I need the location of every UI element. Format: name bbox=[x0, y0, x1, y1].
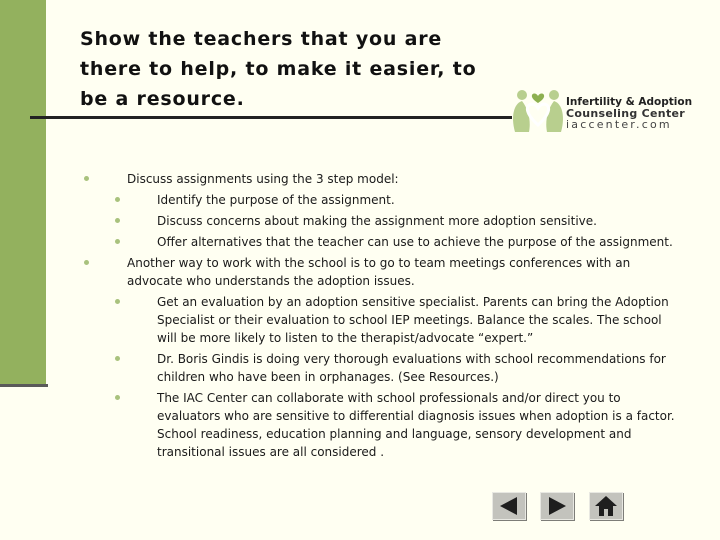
next-slide-button[interactable] bbox=[540, 492, 574, 520]
previous-icon bbox=[493, 493, 525, 519]
logo-line-2: Counseling Center bbox=[566, 107, 685, 120]
sub-item-1-3: Offer alternatives that the teacher can use to achieve the purpose of the assignment. bbox=[157, 235, 673, 249]
iac-logo bbox=[509, 88, 693, 136]
home-icon bbox=[590, 493, 622, 519]
sidebar-accent-edge bbox=[0, 384, 48, 387]
sub-item-2-3: The IAC Center can collaborate with school professionals and/or direct you to evaluators who are sensitive to differential diagnosis issues when adoption is a factor. School readiness, education planning and language, sensory development and transitional issues are all considered . bbox=[157, 391, 675, 459]
bullet-item-2: Another way to work with the school is to go to team meetings conferences with an advocate who understands the adoption issues. bbox=[127, 256, 631, 288]
slide-title bbox=[80, 24, 500, 114]
logo-line-3: iaccenter.com bbox=[566, 118, 672, 131]
bullet-item-1: Discuss assignments using the 3 step model: bbox=[127, 172, 399, 186]
title-line-1: Show the teachers that you are bbox=[80, 28, 443, 50]
title-underline bbox=[30, 116, 512, 119]
sub-bullet-dot bbox=[115, 197, 120, 202]
title-line-3: be a resource. bbox=[80, 88, 245, 110]
sub-item-2-2: Dr. Boris Gindis is doing very thorough evaluations with school recommendations for children who have been in orphanages. (See Resources.) bbox=[157, 352, 666, 384]
home-button[interactable] bbox=[589, 492, 623, 520]
logo-line-1: Infertility & Adoption bbox=[566, 96, 693, 108]
sub-item-1-1: Identify the purpose of the assignment. bbox=[157, 193, 395, 207]
bullet-dot bbox=[84, 176, 89, 181]
sub-item-2-1: Get an evaluation by an adoption sensitive specialist. Parents can bring the Adoption Specialist or their evaluation to school IEP meetings. Balance the scales. The school will be more likely to listen to the therapist/advocate “expert.” bbox=[157, 295, 669, 345]
title-line-2: there to help, to make it easier, to bbox=[80, 58, 477, 80]
previous-slide-button[interactable] bbox=[492, 492, 526, 520]
bullet-dot bbox=[84, 260, 89, 265]
sub-bullet-dot bbox=[115, 299, 120, 304]
sidebar-accent-bar bbox=[0, 0, 46, 384]
sub-bullet-dot bbox=[115, 218, 120, 223]
sub-bullet-dot bbox=[115, 395, 120, 400]
family-hearts-icon bbox=[509, 88, 567, 136]
sub-bullet-dot bbox=[115, 356, 120, 361]
sub-item-1-2: Discuss concerns about making the assignment more adoption sensitive. bbox=[157, 214, 597, 228]
next-icon bbox=[541, 493, 573, 519]
sub-bullet-dot bbox=[115, 239, 120, 244]
